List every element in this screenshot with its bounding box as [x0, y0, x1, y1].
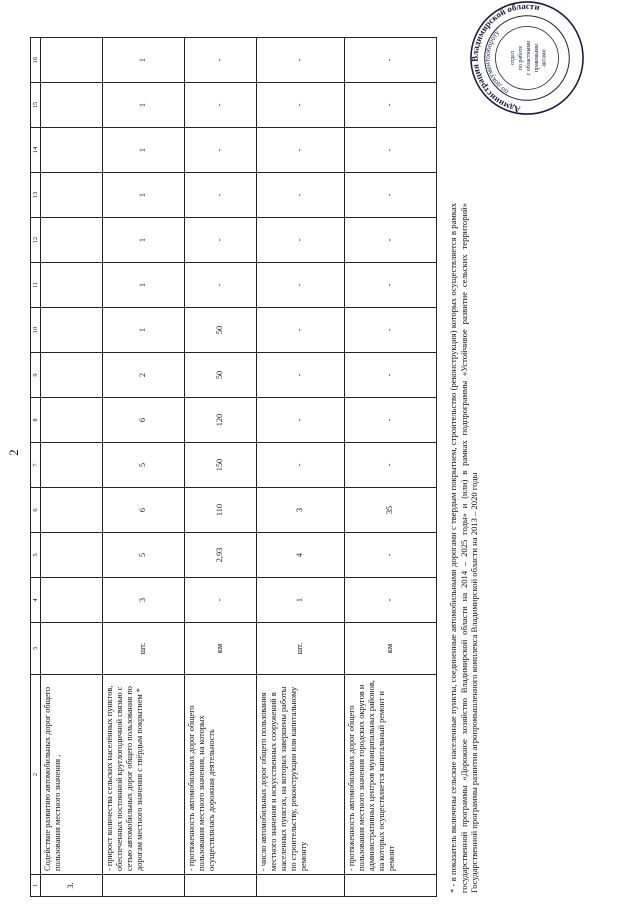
stamp-center-line: правовыми [533, 43, 540, 73]
value-cell: - [257, 38, 345, 83]
value-cell: 2 [103, 353, 185, 398]
stamp-center-line: с областными [525, 40, 532, 76]
column-number-header: 8 [31, 398, 41, 443]
table-header-row [31, 38, 41, 897]
stamp-center-line: отдел [510, 51, 517, 65]
value-cell: - [185, 218, 257, 263]
value-cell [41, 308, 103, 353]
value-cell: - [345, 218, 437, 263]
value-cell: 50 [185, 308, 257, 353]
value-cell: 1 [103, 263, 185, 308]
indicator-name-cell: - число автомобильных дорог общего пользования местного значения и искусственных сооружений в населенных пунктах, на которых завершены работы по строительству, реконструкции или капитальному ремонту [257, 675, 345, 875]
value-cell [41, 38, 103, 83]
value-cell [41, 173, 103, 218]
value-cell [41, 398, 103, 443]
stamp-center-line: актами [541, 49, 548, 67]
value-cell: - [345, 83, 437, 128]
table-row [257, 38, 345, 897]
row-number-cell: 3. [41, 875, 103, 897]
column-number-header: 6 [31, 488, 41, 533]
page-number: 2 [6, 449, 21, 456]
unit-cell: шт. [257, 623, 345, 675]
value-cell [41, 443, 103, 488]
column-number-header: 13 [31, 173, 41, 218]
value-cell: 120 [185, 398, 257, 443]
column-number-header: 3 [31, 623, 41, 675]
value-cell: - [345, 578, 437, 623]
value-cell: - [257, 398, 345, 443]
stamp-inner-text: по документообороту [482, 27, 511, 97]
value-cell [41, 533, 103, 578]
value-cell: 1 [103, 218, 185, 263]
value-cell: 1 [257, 578, 345, 623]
value-cell: 3 [257, 488, 345, 533]
value-cell: - [345, 443, 437, 488]
value-cell: - [345, 173, 437, 218]
indicators-table [30, 37, 437, 897]
value-cell: - [257, 443, 345, 488]
value-cell: 5 [103, 443, 185, 488]
value-cell: 6 [103, 398, 185, 443]
column-number-header: 7 [31, 443, 41, 488]
value-cell: - [257, 173, 345, 218]
value-cell: - [257, 308, 345, 353]
column-number-header: 14 [31, 128, 41, 173]
value-cell: 150 [185, 443, 257, 488]
value-cell: 1 [103, 308, 185, 353]
column-number-header: 2 [31, 675, 41, 875]
value-cell [41, 128, 103, 173]
unit-cell [41, 623, 103, 675]
value-cell: - [345, 128, 437, 173]
value-cell: 1 [103, 128, 185, 173]
table-row [41, 38, 103, 897]
value-cell [41, 353, 103, 398]
value-cell [41, 578, 103, 623]
column-number-header: 9 [31, 353, 41, 398]
column-number-header: 10 [31, 308, 41, 353]
stamp-center-line: по работе [518, 45, 525, 71]
value-cell [41, 218, 103, 263]
stamp-outer-text: Администрация Владимирской области [469, 0, 541, 115]
value-cell: - [257, 218, 345, 263]
column-number-header: 5 [31, 533, 41, 578]
value-cell: 35 [345, 488, 437, 533]
unit-cell: км [345, 623, 437, 675]
row-number-cell [345, 875, 437, 897]
indicator-name-cell: - протяженность автомобильных дорог общего пользования местного значения городских округов и административных центров муниципальных районов, на которых осуществляется капитальный ремонт и ремонт [345, 675, 437, 875]
value-cell: - [345, 308, 437, 353]
value-cell: - [257, 263, 345, 308]
column-number-header: 4 [31, 578, 41, 623]
value-cell: - [345, 533, 437, 578]
footnote: * - в показатель включены сельские населенные пункты, соединенные автомобильными дорогами с твердым покрытием, строительство (реконструкция) которых осуществляется в рамках государственной программы «Дорожное хозяйство Владимирской области на 2014 – 2025 годы» и (или) в рамках подпрограммы «Устойчивое развитие сельских территорий» Государственной программы развития агропромышленного комплекса Владимирской области на 2013 – 2020 годы [448, 203, 480, 893]
indicator-name-cell: - протяженность автомобильных дорог общего пользования местного значения, на которых осуществлялась дорожная деятельность [185, 675, 257, 875]
value-cell: 110 [185, 488, 257, 533]
table-row [103, 38, 185, 897]
value-cell: - [257, 83, 345, 128]
value-cell: 1 [103, 173, 185, 218]
indicator-name-cell: Содействие развитию автомобильных дорог общего пользования местного значения , [41, 675, 103, 875]
row-number-cell [257, 875, 345, 897]
unit-cell: км [185, 623, 257, 675]
value-cell: 3 [103, 578, 185, 623]
value-cell: - [185, 38, 257, 83]
row-number-cell [103, 875, 185, 897]
column-number-header: 16 [31, 38, 41, 83]
value-cell [41, 263, 103, 308]
column-number-header: 12 [31, 218, 41, 263]
table-body [31, 38, 437, 897]
value-cell: - [345, 353, 437, 398]
value-cell: - [185, 83, 257, 128]
row-number-cell [185, 875, 257, 897]
value-cell: - [185, 173, 257, 218]
value-cell: - [185, 263, 257, 308]
unit-cell: шт. [103, 623, 185, 675]
column-number-header: 1 [31, 875, 41, 897]
official-stamp [468, 0, 586, 117]
value-cell: - [257, 128, 345, 173]
value-cell: 4 [257, 533, 345, 578]
value-cell: 1 [103, 38, 185, 83]
value-cell: - [345, 263, 437, 308]
value-cell: - [185, 578, 257, 623]
value-cell: - [345, 398, 437, 443]
column-number-header: 11 [31, 263, 41, 308]
value-cell [41, 488, 103, 533]
table-row [345, 38, 437, 897]
value-cell: - [257, 353, 345, 398]
column-number-header: 15 [31, 83, 41, 128]
value-cell: 2,93 [185, 533, 257, 578]
value-cell: 50 [185, 353, 257, 398]
indicator-name-cell: - прирост количества сельских населённых пунктов, обеспеченных постоянной круглогодичной связью с сетью автомобильных дорог общего пользования по дорогам местного значения с твёрдым покрытием * [103, 675, 185, 875]
value-cell: - [345, 38, 437, 83]
value-cell [41, 83, 103, 128]
value-cell: 5 [103, 533, 185, 578]
value-cell: - [185, 128, 257, 173]
value-cell: 6 [103, 488, 185, 533]
table-row [185, 38, 257, 897]
value-cell: 1 [103, 83, 185, 128]
